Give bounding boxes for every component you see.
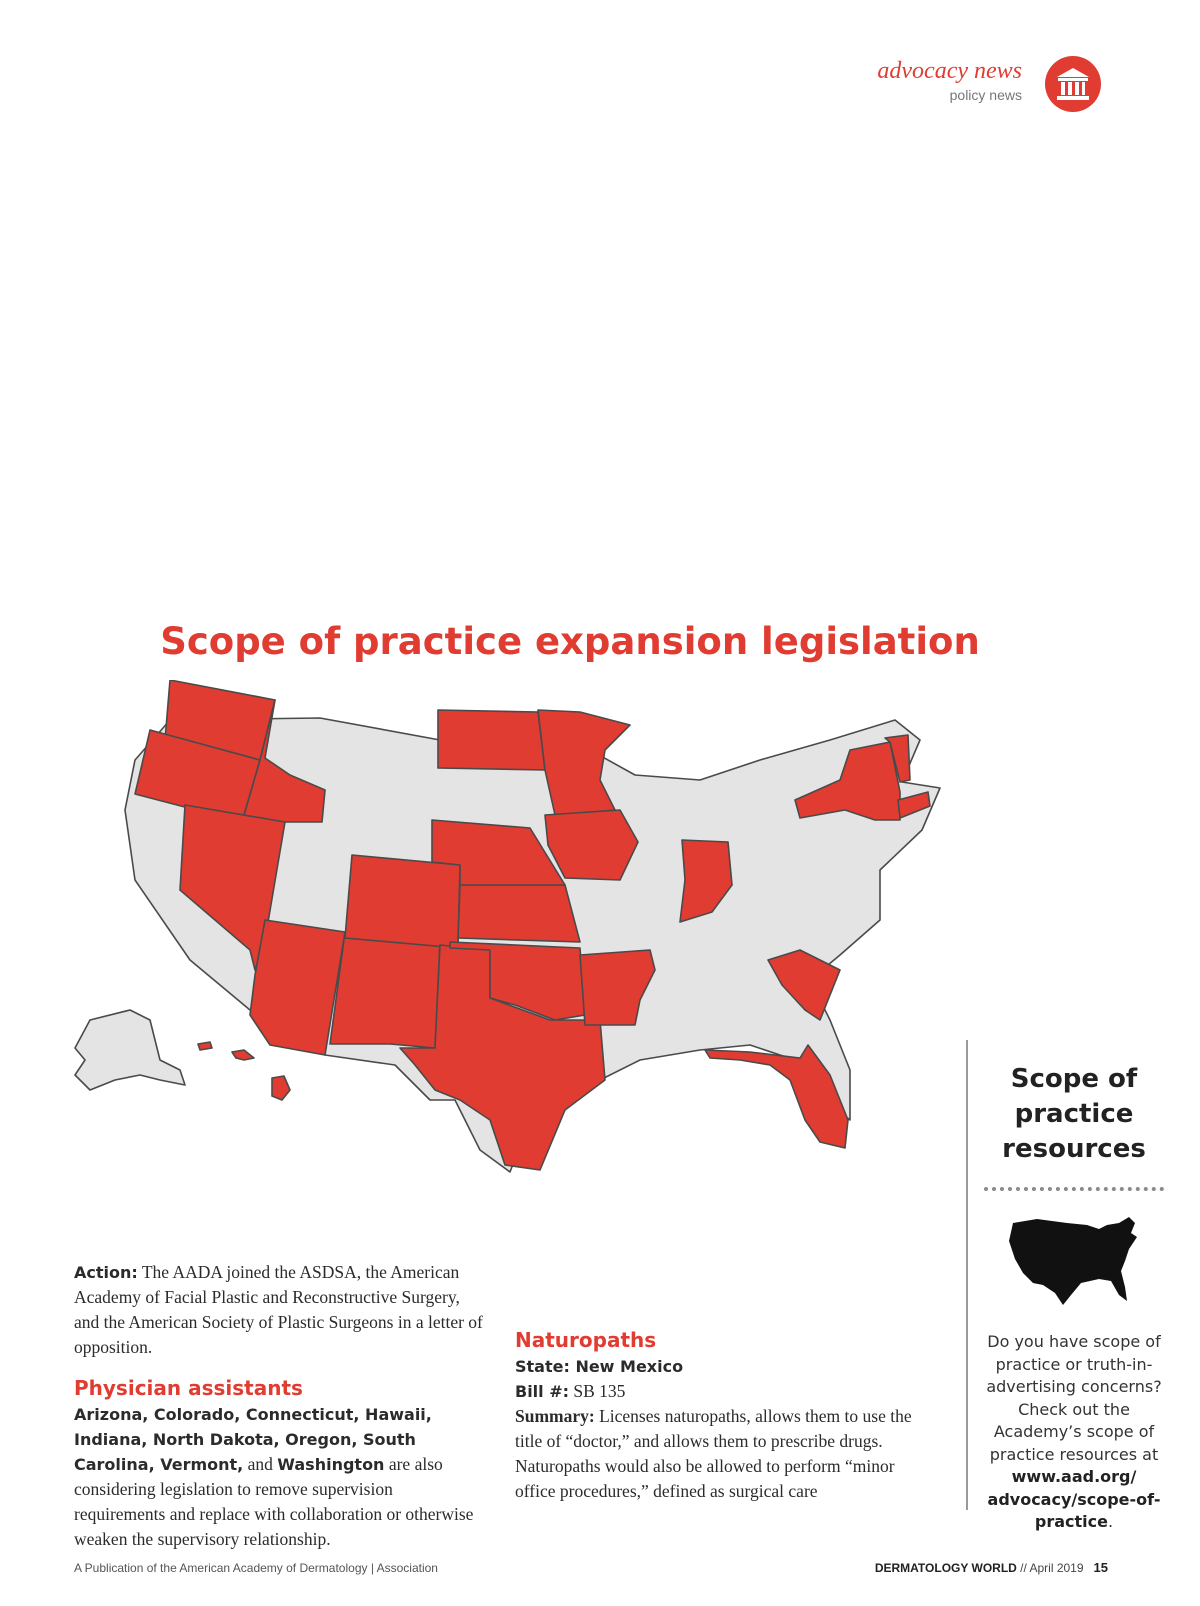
bill-line (515, 1379, 935, 1404)
footer-folio (875, 1560, 1108, 1575)
pa-states: Arizona, Colorado, Connecticut, Hawaii, Indiana, North Dakota, Oregon, South Carolina, Vermont, (74, 1405, 432, 1474)
dotted-divider (984, 1187, 1164, 1191)
kicker-title: advocacy news (877, 58, 1022, 84)
us-map-icon (1007, 1215, 1141, 1307)
bill-value: SB 135 (569, 1381, 626, 1401)
state-line: State: New Mexico (515, 1357, 684, 1376)
section-kicker (877, 58, 1022, 104)
resources-link[interactable]: www.aad.org/ advocacy/scope-of-practice (987, 1467, 1161, 1531)
physician-assistants-paragraph (74, 1402, 484, 1552)
map-state-alaska (75, 1010, 185, 1090)
pa-last-state: Washington (277, 1455, 385, 1474)
summary-paragraph (515, 1404, 935, 1504)
footer-issue: // April 2019 (1016, 1561, 1084, 1575)
action-paragraph (74, 1260, 484, 1360)
map-state-hawaii (198, 1042, 290, 1100)
map-state-kansas (458, 885, 580, 942)
action-label: Action: (74, 1263, 138, 1282)
sidebar-body: Do you have scope of practice or truth-in-advertising concerns? Check out the Academy’s scope of practice resources at (986, 1332, 1162, 1464)
summary-label: Summary: (515, 1406, 595, 1426)
map-state-north-dakota (438, 710, 545, 770)
sidebar-divider (966, 1040, 968, 1510)
sidebar-end: . (1108, 1512, 1114, 1531)
summary-text: Licenses naturopaths, allows them to use the title of “doctor,” and allows them to prescribe drugs. Naturopaths would also be allowed to perform “minor office procedures,” defined as surgical care (515, 1406, 912, 1501)
continued-spacer (515, 1260, 935, 1310)
pa-and: and (243, 1454, 278, 1474)
article-column-left (74, 1260, 484, 1552)
physician-assistants-heading: Physician assistants (74, 1376, 303, 1400)
map-state-new-mexico (330, 932, 440, 1048)
kicker-subtitle: policy news (949, 87, 1022, 103)
footer-publisher: A Publication of the American Academy of Dermatology | Association (74, 1561, 438, 1575)
page-title: Scope of practice expansion legislation (160, 620, 980, 663)
sidebar-title: Scope of practice resources (1002, 1064, 1146, 1164)
article-column-right (515, 1260, 935, 1504)
action-text: The AADA joined the ASDSA, the American Academy of Facial Plastic and Reconstructive Surgery, and the American Society of Plastic Surgeons in a letter of opposition. (74, 1262, 483, 1357)
naturopaths-heading: Naturopaths (515, 1328, 657, 1352)
sidebar-text (978, 1331, 1170, 1534)
capitol-building-icon (1045, 56, 1101, 112)
page-number: 15 (1093, 1560, 1108, 1575)
bill-label: Bill #: (515, 1382, 570, 1401)
footer-publication: DERMATOLOGY WORLD (874, 1561, 1017, 1575)
resources-sidebar (978, 1062, 1170, 1534)
map-state-colorado (345, 855, 460, 948)
pa-text: are also considering legislation to remove supervision requirements and replace with collaboration or otherwise weaken the supervisory relationship. (74, 1454, 474, 1549)
us-map (60, 680, 980, 1200)
